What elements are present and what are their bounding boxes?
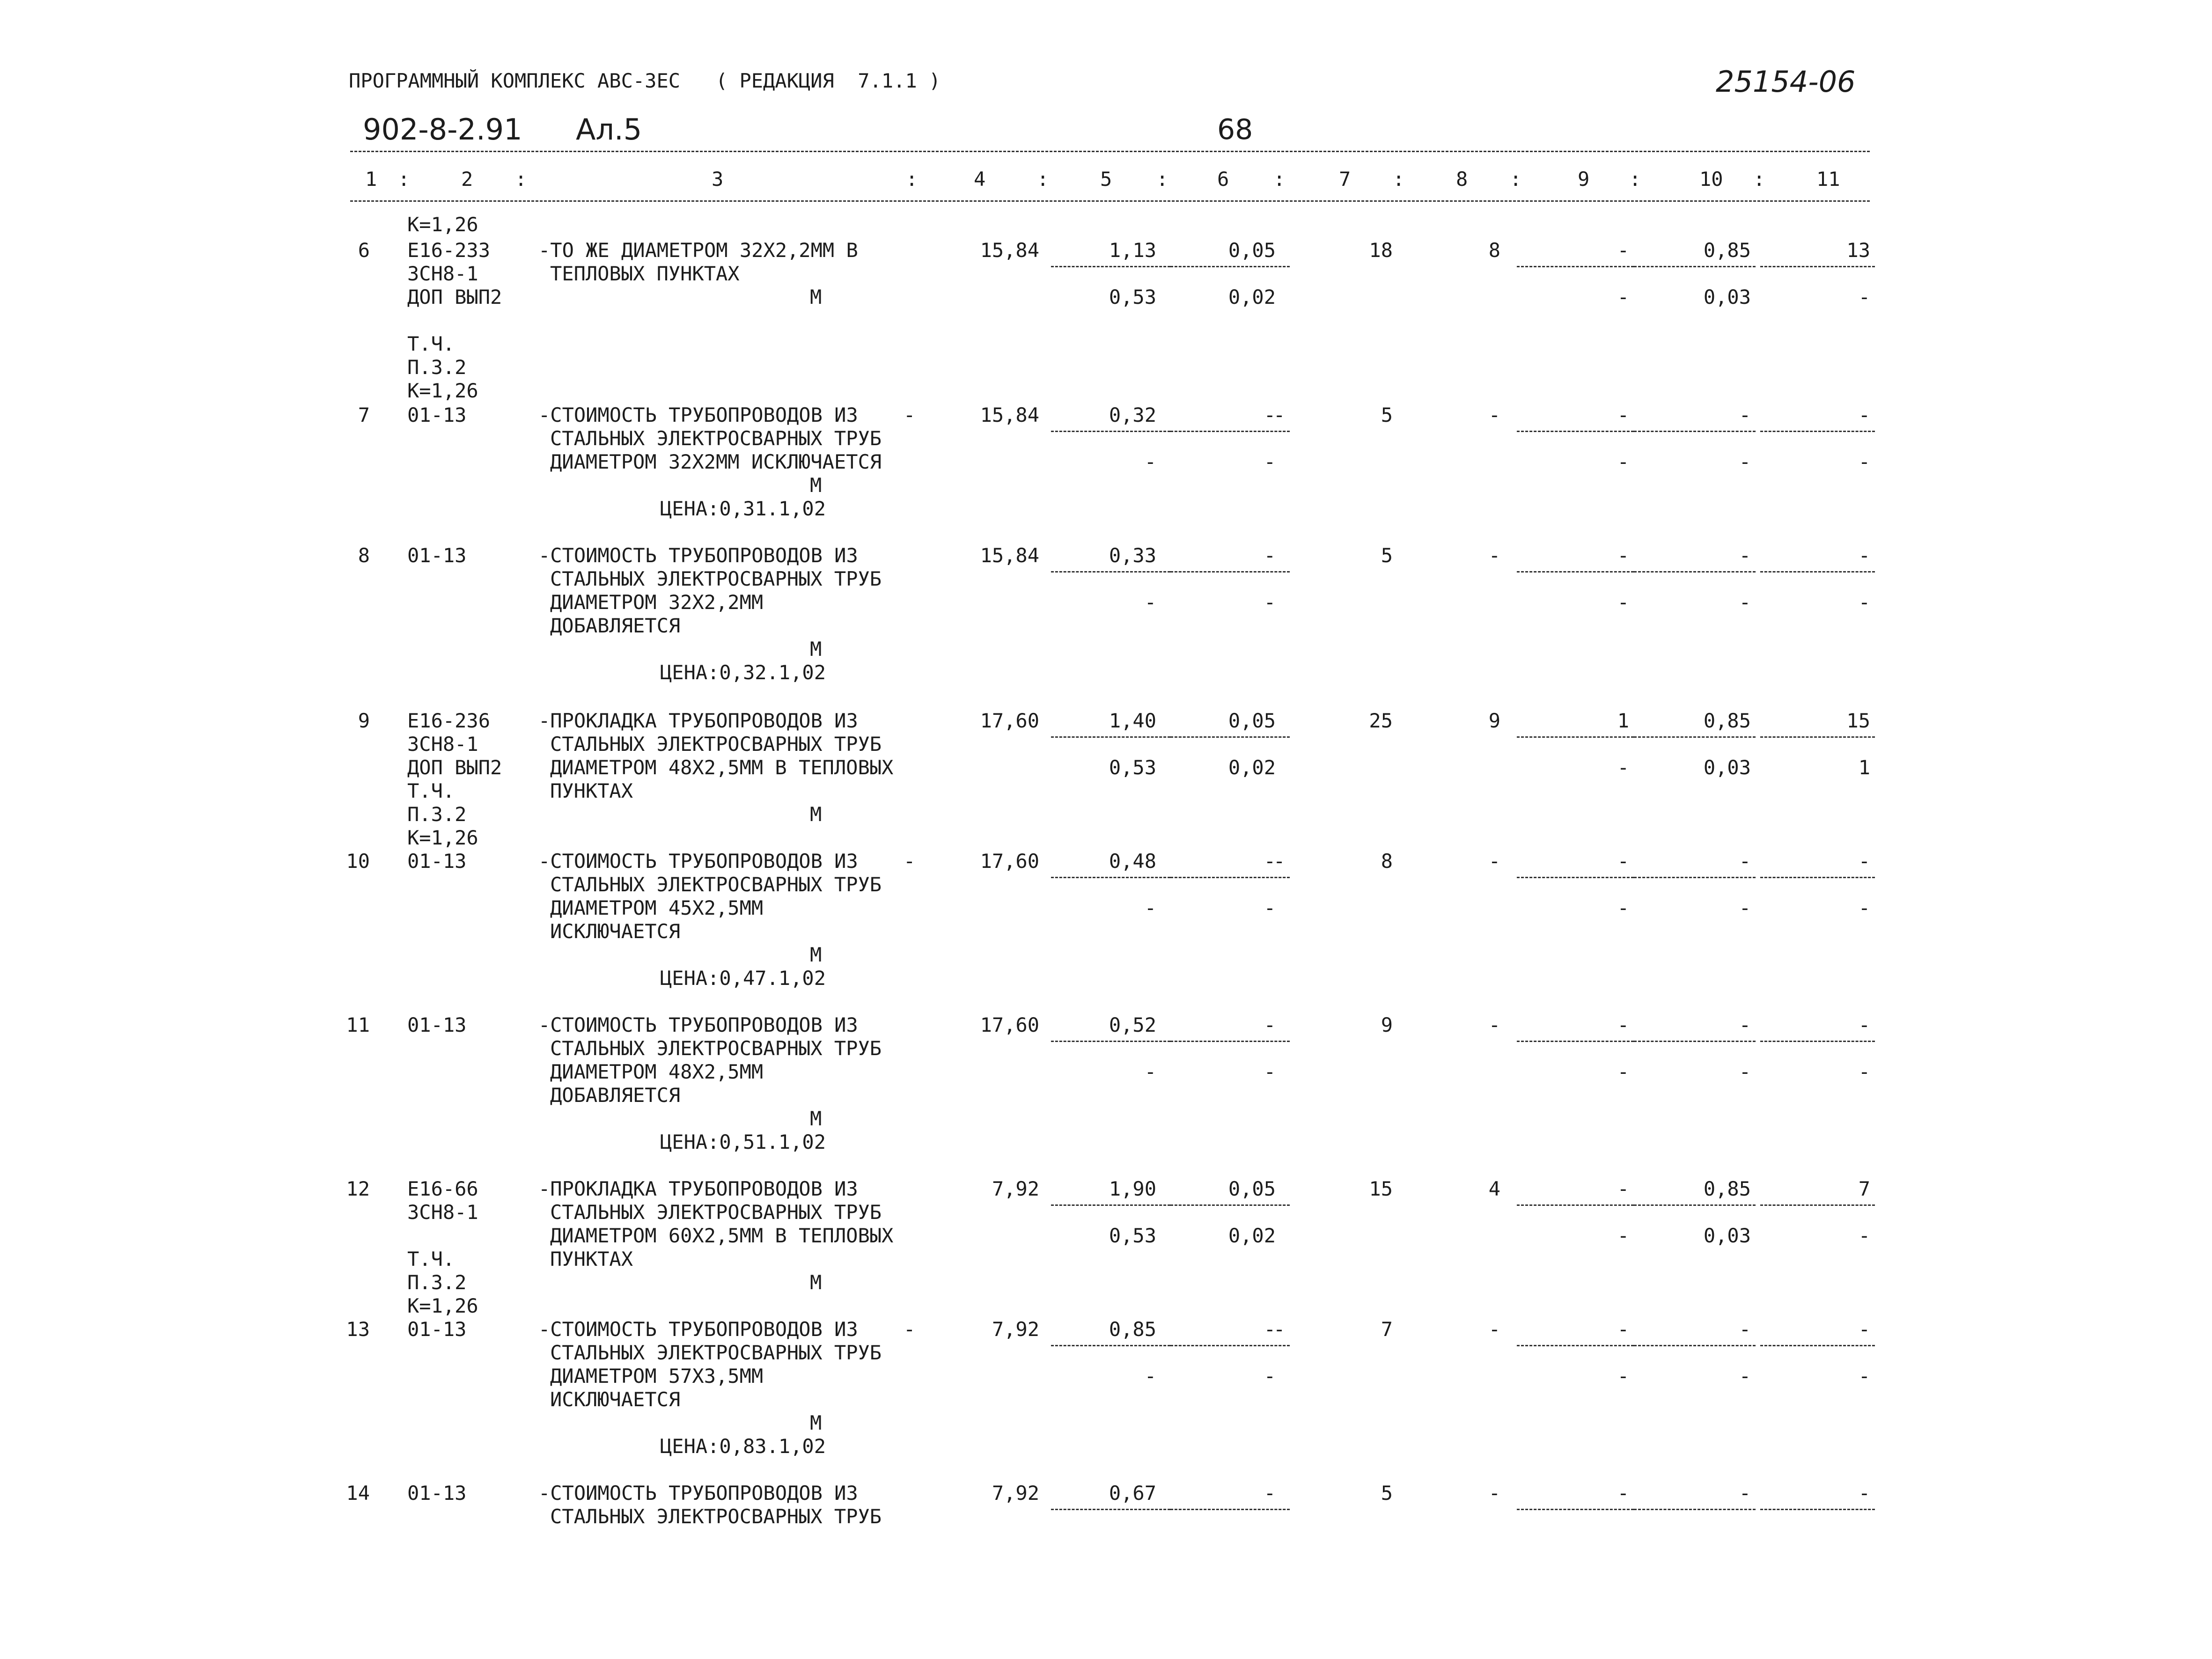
row-unit: М [810, 286, 822, 308]
cell-c11-top: - [1858, 1482, 1870, 1505]
cell-c5-bottom: - [1144, 896, 1156, 919]
row-code-line: ДОП ВЫП2 [407, 286, 502, 308]
row-unit: М [810, 474, 822, 497]
row-code-line: 01-13 [407, 1482, 467, 1505]
row-description-line: ДОБАВЛЯЕТСЯ [550, 1084, 681, 1107]
cell-col7: 5 [1381, 404, 1393, 426]
cell-c11-divider [1760, 1345, 1875, 1346]
row-description-line: СТАЛЬНЫХ ЭЛЕКТРОСВАРНЫХ ТРУБ [550, 427, 882, 450]
column-header-10: 10 [1699, 168, 1723, 191]
row-description-line: ДОБАВЛЯЕТСЯ [550, 614, 681, 637]
cell-c5-top: 1,40 [1109, 709, 1156, 732]
column-header-sep: : [1037, 168, 1049, 191]
column-header-5: 5 [1100, 168, 1112, 191]
cell-c10-bottom: - [1739, 1365, 1751, 1387]
column-header-sep: : [1510, 168, 1522, 191]
cell-c5-bottom: - [1144, 450, 1156, 473]
cell-c11-divider [1760, 1041, 1875, 1042]
cell-c11-top: - [1858, 1318, 1870, 1341]
cell-col8: - [1488, 404, 1500, 426]
cell-col8: 9 [1488, 709, 1500, 732]
cell-c9-bottom: - [1617, 756, 1629, 779]
column-header-sep: : [1156, 168, 1168, 191]
cell-c5-divider [1051, 431, 1170, 432]
cell-c6-top: - [1264, 404, 1276, 426]
row-description-line: ДИАМЕТРОМ 48Х2,5ММ [550, 1060, 764, 1083]
cell-c6-divider [1170, 1204, 1290, 1206]
cell-c6-top: - [1264, 1482, 1276, 1505]
cell-c9-divider [1517, 571, 1634, 573]
row-description-line: ИСКЛЮЧАЕТСЯ [550, 1388, 681, 1411]
row-description-line: ПУНКТАХ [550, 1248, 633, 1270]
row-code-line: К=1,26 [407, 379, 478, 402]
cell-c6-divider [1170, 266, 1290, 267]
column-header-sep: : [398, 168, 410, 191]
cell-c9-top: - [1617, 544, 1629, 567]
cell-c5-top: 0,32 [1109, 404, 1156, 426]
cell-c9-bottom: - [1617, 1060, 1629, 1083]
column-header-9: 9 [1578, 168, 1590, 191]
cell-c6-bottom: - [1264, 896, 1276, 919]
row-code-line: 01-13 [407, 544, 467, 567]
column-header-sep: : [515, 168, 527, 191]
row-description-line: СТАЛЬНЫХ ЭЛЕКТРОСВАРНЫХ ТРУБ [550, 733, 882, 756]
row-description-line: ДИАМЕТРОМ 57Х3,5ММ [550, 1365, 764, 1387]
cell-c11-divider [1760, 571, 1875, 573]
cell-col8: - [1488, 544, 1500, 567]
cell-c5-divider [1051, 1509, 1170, 1510]
row-code-line: П.3.2 [407, 803, 467, 826]
row-number: 13 [346, 1318, 370, 1341]
row-dash-col3: - [904, 850, 916, 873]
cell-col8: 8 [1488, 239, 1500, 262]
cell-c11-top: - [1858, 404, 1870, 426]
cell-col6-extra: - [1273, 850, 1286, 873]
cell-c10-top: - [1739, 850, 1751, 873]
cell-c6-top: - [1264, 1013, 1276, 1036]
cell-c6-bottom: - [1264, 591, 1276, 614]
cell-c5-top: 0,48 [1109, 850, 1156, 873]
cell-c9-bottom: - [1617, 1365, 1629, 1387]
cell-c6-divider [1170, 1041, 1290, 1042]
cell-c6-top: 0,05 [1228, 709, 1276, 732]
row-description-line: ДИАМЕТРОМ 32Х2ММ ИСКЛЮЧАЕТСЯ [550, 450, 882, 473]
row-code-line: ЗСН8-1 [407, 733, 478, 756]
cell-c6-bottom: 0,02 [1228, 756, 1276, 779]
row-price: ЦЕНА:0,83.1,02 [660, 1435, 826, 1458]
column-header-sep: : [906, 168, 918, 191]
row-dash-col3: - [904, 404, 916, 426]
cell-c10-divider [1634, 877, 1756, 878]
cell-c10-top: - [1739, 1013, 1751, 1036]
cell-c6-top: - [1264, 1318, 1276, 1341]
row-code-line: Е16-236 [407, 709, 491, 732]
row-code-line: Е16-233 [407, 239, 491, 262]
cell-c11-divider [1760, 736, 1875, 738]
cell-c6-bottom: 0,02 [1228, 286, 1276, 308]
cell-c10-top: - [1739, 404, 1751, 426]
cell-c6-divider [1170, 1345, 1290, 1346]
cell-c5-top: 0,33 [1109, 544, 1156, 567]
cell-c11-top: - [1858, 544, 1870, 567]
cell-c6-top: 0,05 [1228, 1177, 1276, 1200]
cell-c5-divider [1051, 571, 1170, 573]
header-top-rule [350, 151, 1870, 152]
cell-c10-top: 0,85 [1703, 1177, 1751, 1200]
header-bottom-rule [350, 200, 1870, 202]
cell-col8: - [1488, 1318, 1500, 1341]
cell-c5-bottom: - [1144, 1060, 1156, 1083]
row-description-line: СТАЛЬНЫХ ЭЛЕКТРОСВАРНЫХ ТРУБ [550, 1505, 882, 1528]
row-description-line: -ПРОКЛАДКА ТРУБОПРОВОДОВ ИЗ [538, 709, 858, 732]
column-header-7: 7 [1339, 168, 1351, 191]
handwritten-number: 25154-06 [1716, 65, 1856, 99]
cell-col4: 15,84 [980, 544, 1039, 567]
cell-c6-divider [1170, 736, 1290, 738]
row-description-line: СТАЛЬНЫХ ЭЛЕКТРОСВАРНЫХ ТРУБ [550, 567, 882, 590]
cell-col6-extra: - [1273, 404, 1286, 426]
cell-col4: 15,84 [980, 404, 1039, 426]
cell-c10-top: - [1739, 1318, 1751, 1341]
cell-c10-bottom: - [1739, 450, 1751, 473]
row-description-line: ДИАМЕТРОМ 45Х2,5ММ [550, 896, 764, 919]
row-description-line: ИСКЛЮЧАЕТСЯ [550, 920, 681, 943]
cell-col4: 7,92 [992, 1318, 1039, 1341]
cell-col8: - [1488, 1013, 1500, 1036]
cell-c9-divider [1517, 431, 1634, 432]
cell-c5-divider [1051, 1041, 1170, 1042]
cell-c10-bottom: 0,03 [1703, 756, 1751, 779]
row-code-line: 01-13 [407, 850, 467, 873]
cell-c6-divider [1170, 1509, 1290, 1510]
cell-c10-top: 0,85 [1703, 709, 1751, 732]
cell-c9-bottom: - [1617, 896, 1629, 919]
cell-col7: 25 [1369, 709, 1393, 732]
cell-c5-top: 0,67 [1109, 1482, 1156, 1505]
cell-c5-divider [1051, 1204, 1170, 1206]
cell-c11-top: 13 [1846, 239, 1870, 262]
row-description-line: ДИАМЕТРОМ 60Х2,5ММ В ТЕПЛОВЫХ [550, 1224, 894, 1247]
cell-c6-top: - [1264, 544, 1276, 567]
cell-c11-divider [1760, 877, 1875, 878]
column-header-8: 8 [1456, 168, 1468, 191]
cell-col8: - [1488, 850, 1500, 873]
cell-col4: 17,60 [980, 709, 1039, 732]
row-price: ЦЕНА:0,32.1,02 [660, 661, 826, 684]
cell-c10-divider [1634, 1345, 1756, 1346]
cell-col7: 5 [1381, 1482, 1393, 1505]
cell-col7: 18 [1369, 239, 1393, 262]
row-code-line: 01-13 [407, 404, 467, 426]
row-code-line: Т.Ч. [407, 779, 455, 802]
cell-col6-extra: - [1273, 1318, 1286, 1341]
row-number: 7 [358, 404, 370, 426]
row-description-line: ДИАМЕТРОМ 48Х2,5ММ В ТЕПЛОВЫХ [550, 756, 894, 779]
row-description-line: -СТОИМОСТЬ ТРУБОПРОВОДОВ ИЗ [538, 850, 858, 873]
cell-col4: 17,60 [980, 850, 1039, 873]
row-unit: М [810, 638, 822, 661]
cell-col4: 15,84 [980, 239, 1039, 262]
cell-c9-bottom: - [1617, 1224, 1629, 1247]
column-header-2: 2 [461, 168, 473, 191]
row-description-line: -СТОИМОСТЬ ТРУБОПРОВОДОВ ИЗ [538, 1482, 858, 1505]
cell-c10-bottom: - [1739, 591, 1751, 614]
cell-c5-divider [1051, 877, 1170, 878]
cell-c5-top: 0,85 [1109, 1318, 1156, 1341]
column-header-sep: : [1753, 168, 1765, 191]
cell-c10-divider [1634, 1041, 1756, 1042]
cell-col8: 4 [1488, 1177, 1500, 1200]
cell-c9-bottom: - [1617, 450, 1629, 473]
row-code-line: 01-13 [407, 1013, 467, 1036]
row-description-line: ПУНКТАХ [550, 779, 633, 802]
cell-c9-top: - [1617, 850, 1629, 873]
cell-col4: 17,60 [980, 1013, 1039, 1036]
cell-c9-top: - [1617, 1482, 1629, 1505]
cell-c9-divider [1517, 1204, 1634, 1206]
cell-c11-top: 15 [1846, 709, 1870, 732]
cell-c11-bottom: - [1858, 450, 1870, 473]
cell-c9-top: 1 [1617, 709, 1629, 732]
row-number: 10 [346, 850, 370, 873]
cell-c10-divider [1634, 1509, 1756, 1510]
cell-c10-divider [1634, 571, 1756, 573]
coefficient-note: К=1,26 [407, 213, 478, 236]
row-code-line: П.3.2 [407, 356, 467, 379]
row-code-line: К=1,26 [407, 1294, 478, 1317]
row-code-line: Т.Ч. [407, 332, 455, 355]
row-dash-col3: - [904, 1318, 916, 1341]
row-description-line: СТАЛЬНЫХ ЭЛЕКТРОСВАРНЫХ ТРУБ [550, 1201, 882, 1224]
cell-c9-divider [1517, 1509, 1634, 1510]
cell-c11-top: 7 [1858, 1177, 1870, 1200]
column-header-1: 1 [365, 168, 377, 191]
cell-c10-top: 0,85 [1703, 239, 1751, 262]
row-description-line: -ПРОКЛАДКА ТРУБОПРОВОДОВ ИЗ [538, 1177, 858, 1200]
column-header-sep: : [1629, 168, 1641, 191]
row-code-line: Е16-66 [407, 1177, 478, 1200]
cell-c9-bottom: - [1617, 591, 1629, 614]
row-price: ЦЕНА:0,47.1,02 [660, 967, 826, 990]
row-description-line: СТАЛЬНЫХ ЭЛЕКТРОСВАРНЫХ ТРУБ [550, 1037, 882, 1060]
cell-c11-divider [1760, 1204, 1875, 1206]
cell-col7: 9 [1381, 1013, 1393, 1036]
cell-c10-divider [1634, 431, 1756, 432]
row-code-line: К=1,26 [407, 826, 478, 849]
cell-c10-top: - [1739, 1482, 1751, 1505]
cell-c6-bottom: - [1264, 450, 1276, 473]
row-unit: М [810, 943, 822, 966]
cell-c9-bottom: - [1617, 286, 1629, 308]
cell-c9-top: - [1617, 1177, 1629, 1200]
row-number: 12 [346, 1177, 370, 1200]
column-header-4: 4 [974, 168, 986, 191]
row-code-line: ЗСН8-1 [407, 1201, 478, 1224]
row-description-line: ДИАМЕТРОМ 32Х2,2ММ [550, 591, 764, 614]
cell-c11-bottom: - [1858, 286, 1870, 308]
cell-c6-divider [1170, 571, 1290, 573]
cell-c11-top: - [1858, 1013, 1870, 1036]
cell-c9-divider [1517, 266, 1634, 267]
cell-c10-top: - [1739, 544, 1751, 567]
column-header-11: 11 [1816, 168, 1840, 191]
cell-c5-divider [1051, 736, 1170, 738]
cell-col7: 8 [1381, 850, 1393, 873]
cell-c10-bottom: 0,03 [1703, 286, 1751, 308]
cell-c9-divider [1517, 1041, 1634, 1042]
cell-c10-bottom: 0,03 [1703, 1224, 1751, 1247]
cell-c11-divider [1760, 1509, 1875, 1510]
cell-c11-top: - [1858, 850, 1870, 873]
cell-c9-top: - [1617, 239, 1629, 262]
row-description-line: ТЕПЛОВЫХ ПУНКТАХ [550, 262, 740, 285]
row-unit: М [810, 1271, 822, 1294]
row-code-line: ДОП ВЫП2 [407, 756, 502, 779]
row-description-line: -СТОИМОСТЬ ТРУБОПРОВОДОВ ИЗ [538, 404, 858, 426]
row-code-line: ЗСН8-1 [407, 262, 478, 285]
cell-c9-top: - [1617, 1013, 1629, 1036]
cell-c6-bottom: - [1264, 1365, 1276, 1387]
row-description-line: СТАЛЬНЫХ ЭЛЕКТРОСВАРНЫХ ТРУБ [550, 1341, 882, 1364]
cell-c6-divider [1170, 431, 1290, 432]
cell-c5-top: 1,13 [1109, 239, 1156, 262]
row-number: 11 [346, 1013, 370, 1036]
row-description-line: -СТОИМОСТЬ ТРУБОПРОВОДОВ ИЗ [538, 1318, 858, 1341]
row-description-line: -СТОИМОСТЬ ТРУБОПРОВОДОВ ИЗ [538, 1013, 858, 1036]
cell-c9-top: - [1617, 404, 1629, 426]
row-unit: М [810, 803, 822, 826]
cell-c5-divider [1051, 1345, 1170, 1346]
cell-c5-top: 0,52 [1109, 1013, 1156, 1036]
cell-c10-divider [1634, 1204, 1756, 1206]
row-number: 6 [358, 239, 370, 262]
cell-c10-bottom: - [1739, 896, 1751, 919]
cell-c5-bottom: - [1144, 591, 1156, 614]
row-price: ЦЕНА:0,51.1,02 [660, 1130, 826, 1153]
row-code-line: П.3.2 [407, 1271, 467, 1294]
column-header-sep: : [1273, 168, 1286, 191]
row-number: 14 [346, 1482, 370, 1505]
row-description-line: -ТО ЖЕ ДИАМЕТРОМ 32Х2,2ММ В [538, 239, 858, 262]
row-number: 9 [358, 709, 370, 732]
cell-c5-bottom: 0,53 [1109, 1224, 1156, 1247]
cell-c6-bottom: 0,02 [1228, 1224, 1276, 1247]
cell-c10-divider [1634, 736, 1756, 738]
cell-c5-bottom: 0,53 [1109, 286, 1156, 308]
cell-c5-bottom: - [1144, 1365, 1156, 1387]
cell-c5-top: 1,90 [1109, 1177, 1156, 1200]
cell-c5-divider [1051, 266, 1170, 267]
cell-col7: 5 [1381, 544, 1393, 567]
cell-c9-top: - [1617, 1318, 1629, 1341]
column-header-sep: : [1393, 168, 1405, 191]
column-header-3: 3 [712, 168, 724, 191]
program-title: ПРОГРАММНЫЙ КОМПЛЕКС АВС-3ЕС ( РЕДАКЦИЯ 7.1.1 ) [349, 69, 941, 92]
cell-c11-bottom: 1 [1858, 756, 1870, 779]
page-number: 68 [1217, 113, 1253, 146]
cell-c11-bottom: - [1858, 1224, 1870, 1247]
row-code-line: Т.Ч. [407, 1248, 455, 1270]
cell-c6-bottom: - [1264, 1060, 1276, 1083]
cell-c11-bottom: - [1858, 1060, 1870, 1083]
cell-c11-bottom: - [1858, 591, 1870, 614]
cell-c10-bottom: - [1739, 1060, 1751, 1083]
row-code-line: 01-13 [407, 1318, 467, 1341]
cell-c11-divider [1760, 431, 1875, 432]
cell-c9-divider [1517, 877, 1634, 878]
cell-col4: 7,92 [992, 1482, 1039, 1505]
cell-c9-divider [1517, 1345, 1634, 1346]
row-description-line: СТАЛЬНЫХ ЭЛЕКТРОСВАРНЫХ ТРУБ [550, 873, 882, 896]
row-number: 8 [358, 544, 370, 567]
cell-c11-bottom: - [1858, 1365, 1870, 1387]
document-code: 902-8-2.91 [363, 112, 522, 147]
cell-c11-divider [1760, 266, 1875, 267]
cell-c5-bottom: 0,53 [1109, 756, 1156, 779]
cell-col8: - [1488, 1482, 1500, 1505]
cell-col4: 7,92 [992, 1177, 1039, 1200]
cell-c11-bottom: - [1858, 896, 1870, 919]
column-header-6: 6 [1217, 168, 1229, 191]
row-price: ЦЕНА:0,31.1,02 [660, 497, 826, 520]
row-description-line: -СТОИМОСТЬ ТРУБОПРОВОДОВ ИЗ [538, 544, 858, 567]
cell-c6-top: 0,05 [1228, 239, 1276, 262]
row-unit: М [810, 1411, 822, 1434]
cell-col7: 15 [1369, 1177, 1393, 1200]
cell-col7: 7 [1381, 1318, 1393, 1341]
cell-c10-divider [1634, 266, 1756, 267]
row-unit: М [810, 1107, 822, 1130]
cell-c6-top: - [1264, 850, 1276, 873]
album-label: Ал.5 [576, 112, 642, 147]
cell-c6-divider [1170, 877, 1290, 878]
cell-c9-divider [1517, 736, 1634, 738]
